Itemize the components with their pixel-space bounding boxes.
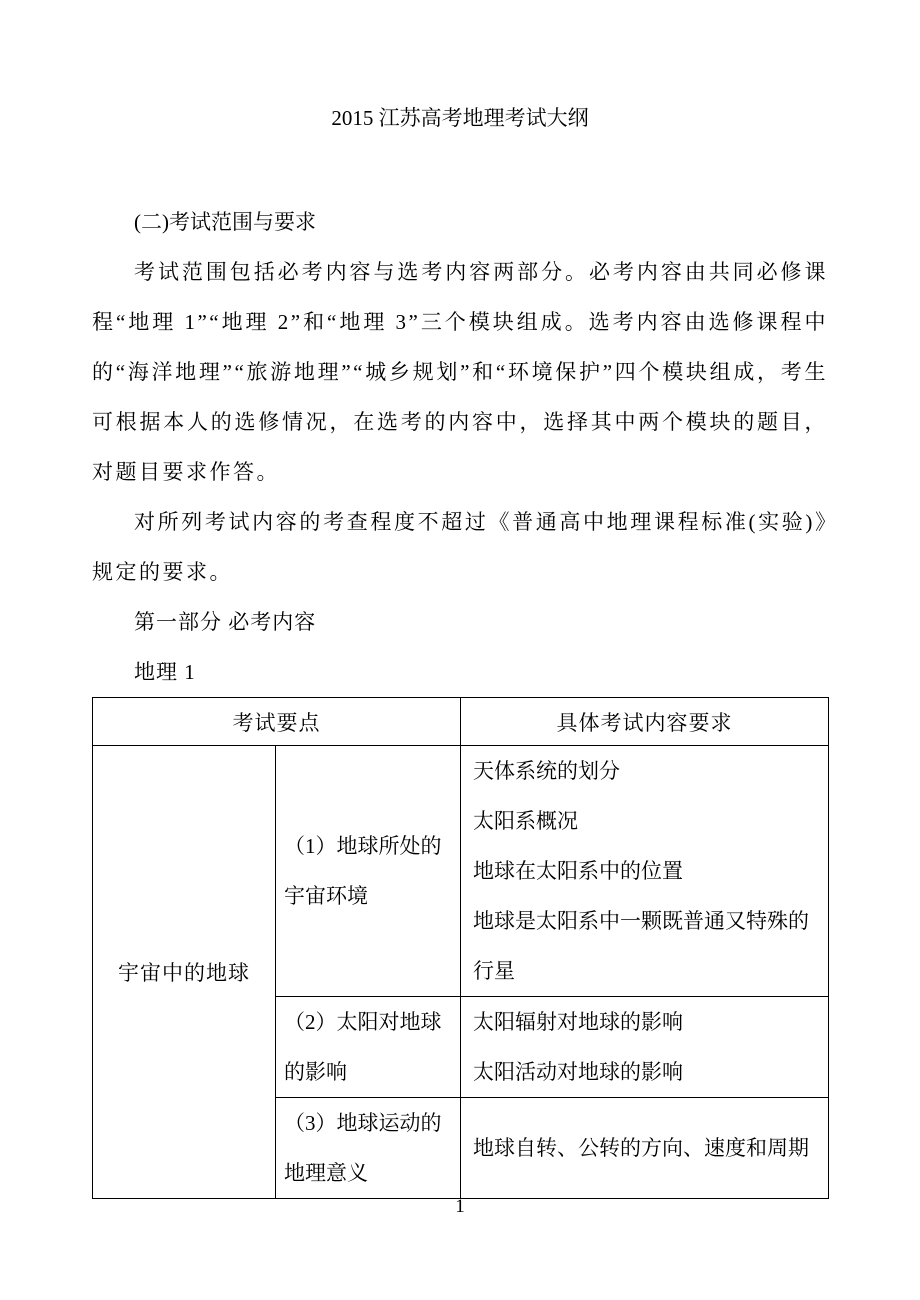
cell-subtopic-earth-motion: （3）地球运动的地理意义	[276, 1098, 461, 1199]
detail-line: 地球是太阳系中一颗既普通又特殊的行星	[473, 909, 809, 983]
paragraph-standard-note: 对所列考试内容的考查程度不超过《普通高中地理课程标准(实验)》规定的要求。	[92, 510, 828, 584]
module-heading: 地理 1	[134, 660, 196, 684]
detail-line: 地球自转、公转的方向、速度和周期	[473, 1136, 809, 1160]
exam-content-table	[92, 697, 829, 1199]
cell-topic-area: 宇宙中的地球	[93, 746, 276, 1199]
cell-details-earth-motion	[461, 1098, 829, 1199]
section-heading: (二)考试范围与要求	[134, 210, 316, 234]
detail-line: 太阳系概况	[473, 809, 578, 833]
paragraph-exam-scope: 考试范围包括必考内容与选考内容两部分。必考内容由共同必修课程“地理 1”“地理 2”和“地理 3”三个模块组成。选考内容由选修课程中的“海洋地理”“旅游地理”“城乡规划”和“环境保护”四个模块组成，考生可根据本人的选修情况，在选考的内容中，选择其中两个模块的题目，对题目要求作答。	[92, 260, 828, 484]
detail-line: 太阳辐射对地球的影响	[473, 1010, 683, 1034]
header-exam-points: 考试要点	[93, 698, 461, 746]
part-one-heading: 第一部分 必考内容	[134, 610, 317, 634]
header-content-requirements: 具体考试内容要求	[461, 698, 829, 746]
cell-subtopic-cosmic-environment: （1）地球所处的宇宙环境	[276, 746, 461, 997]
document-title: 2015 江苏高考地理考试大纲	[331, 106, 589, 130]
page-number: 1	[455, 1196, 465, 1217]
detail-line: 太阳活动对地球的影响	[473, 1060, 683, 1084]
table-row-universe-env	[93, 746, 829, 997]
cell-details-sun-influence	[461, 997, 829, 1098]
cell-details-cosmic-environment	[461, 746, 829, 997]
table-header-row	[93, 698, 829, 746]
cell-subtopic-sun-influence: （2）太阳对地球的影响	[276, 997, 461, 1098]
detail-line: 天体系统的划分	[473, 759, 620, 783]
detail-line: 地球在太阳系中的位置	[473, 859, 683, 883]
